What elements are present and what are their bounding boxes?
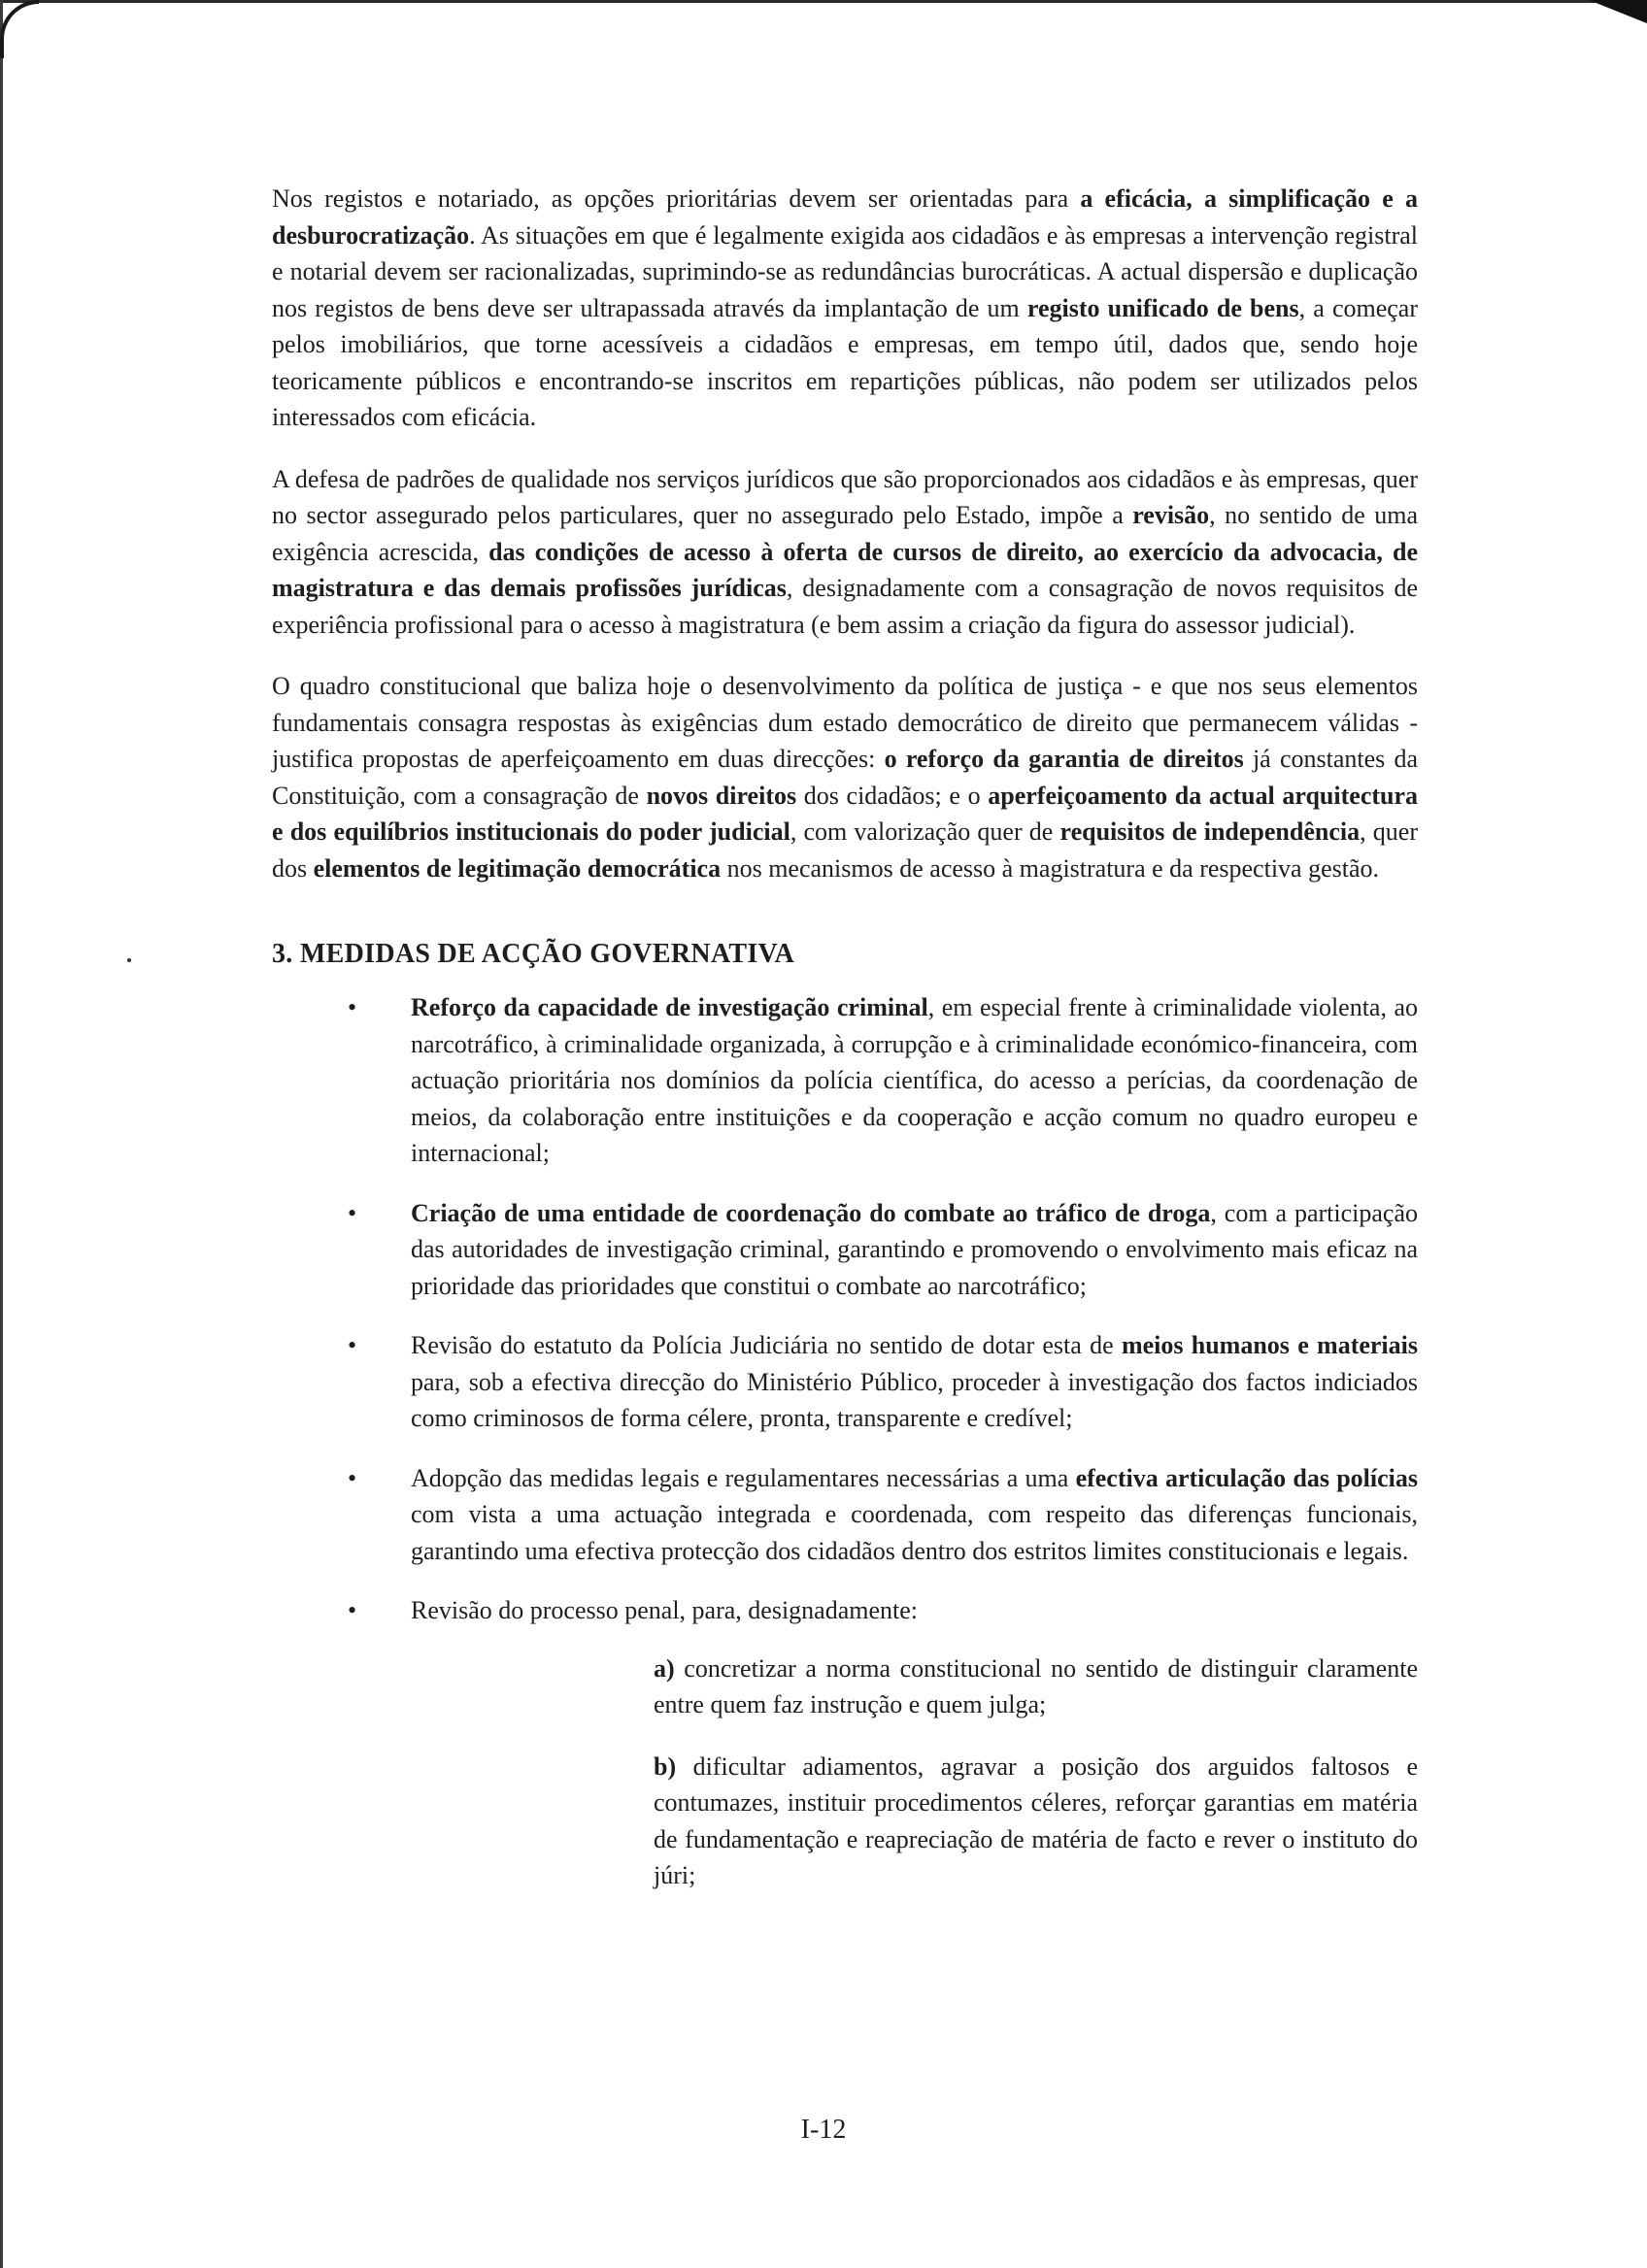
text: Revisão do estatuto da Polícia Judiciária no sentido de dotar esta de	[411, 1331, 1122, 1359]
emphasis: Reforço da capacidade de investigação criminal	[411, 993, 928, 1021]
emphasis: o reforço da garantia de direitos	[884, 745, 1244, 773]
text: já constantes da Constituição, com a consagração de	[272, 745, 1419, 810]
scan-left-edge	[0, 0, 14, 2268]
list-item-policia-judiciaria	[272, 1327, 1418, 1437]
sub-item-marker: b)	[654, 1751, 677, 1781]
emphasis: aperfeiçoamento da actual arquitectura e dos equilíbrios institucionais do poder judicial	[272, 781, 1419, 846]
bullet-icon: •	[348, 993, 357, 1021]
emphasis: novos direitos	[646, 781, 797, 810]
text: , a começar pelos imobiliários, que torne acessíveis a cidadãos e empresas, em tempo útil, dados que, sendo hoje teoricamente públicos e encontrando-se inscritos em repartições públicas, não podem ser utilizados pelos interessados com eficácia.	[272, 293, 1418, 431]
emphasis: Criação de uma entidade de coordenação do combate ao tráfico de droga	[411, 1198, 1211, 1227]
text: Adopção das medidas legais e regulamentares necessárias a uma	[411, 1463, 1076, 1492]
list-item-trafico-droga	[272, 1195, 1418, 1305]
text: , no sentido de uma exigência acrescida,	[272, 501, 1418, 566]
emphasis: das condições de acesso à oferta de cursos de direito, ao exercício da advocacia, de magistratura e das demais profissões jurídicas	[272, 537, 1418, 602]
text: com vista a uma actuação integrada e coordenada, com respeito das diferenças funcionais, garantindo uma efectiva protecção dos cidadãos dentro dos estritos limites constitucionais e legais.	[411, 1500, 1418, 1565]
sub-item-b	[654, 1749, 1418, 1894]
emphasis: revisão	[1132, 501, 1210, 529]
document-page	[272, 181, 1418, 1919]
paragraph-qualidade	[272, 461, 1418, 644]
list-item-processo-penal	[272, 1592, 1418, 1894]
text: concretizar a norma constitucional no sentido de distinguir claramente entre quem faz instrução e quem julga;	[654, 1653, 1418, 1718]
list-item-articulacao-policias	[272, 1460, 1418, 1570]
paragraph-quadro-constitucional	[272, 668, 1418, 886]
emphasis: a eficácia, a simplificação e a desburocratização	[272, 184, 1418, 250]
text: dificultar adiamentos, agravar a posição dos arguidos faltosos e contumazes, instituir procedimentos céleres, reforçar garantias em matéria de fundamentação e reapreciação de matéria de facto e rever o instituto do júri;	[654, 1751, 1418, 1889]
bullet-icon: •	[348, 1463, 357, 1492]
bullet-icon: •	[348, 1596, 357, 1624]
text: , quer dos	[272, 817, 1419, 883]
text: nos mecanismos de acesso à magistratura e da respectiva gestão.	[721, 853, 1380, 883]
sub-items	[411, 1651, 1418, 1894]
bullet-icon: •	[348, 1198, 357, 1227]
scan-speck	[127, 958, 131, 962]
text: A defesa de padrões de qualidade nos serviços jurídicos que são proporcionados aos cidadãos e às empresas, quer no sector assegurado pelos particulares, quer no assegurado pelo Estado, impõe a	[272, 464, 1418, 529]
text: dos cidadãos; e o	[796, 781, 989, 810]
text: , designadamente com a consagração de novos requisitos de experiência profissional para o acesso à magistratura (e bem assim a criação da figura do assessor judicial).	[272, 574, 1418, 639]
emphasis: efectiva articulação das polícias	[1075, 1463, 1418, 1492]
emphasis: registo unificado de bens	[1026, 293, 1299, 322]
text: . As situações em que é legalmente exigida aos cidadãos e às empresas a intervenção registral e notarial devem ser racionalizadas, suprimindo-se as redundâncias burocráticas. A actual dispersão e duplicação nos registos de bens deve ser ultrapassada através da implantação de um	[272, 220, 1418, 322]
text: , com a participação das autoridades de investigação criminal, garantindo e promovendo o envolvimento mais eficaz na prioridade das prioridades que constitui o combate ao narcotráfico;	[411, 1198, 1418, 1300]
text: O quadro constitucional que baliza hoje o desenvolvimento da política de justiça - e que nos seus elementos fundamentais consagra respostas às exigências dum estado democrático de direito que permanecem válidas - justifica propostas de aperfeiçoamento em duas direcções:	[272, 672, 1418, 773]
measures-list	[272, 989, 1418, 1894]
paragraph-registos	[272, 181, 1418, 436]
bullet-icon: •	[348, 1331, 357, 1359]
page-number: I-12	[800, 2115, 847, 2145]
scan-corner-tab	[1589, 0, 1647, 23]
text: , em especial frente à criminalidade violenta, ao narcotráfico, à criminalidade organizada, à corrupção e à criminalidade económico-financeira, com actuação prioritária nos domínios da polícia científica, do acesso a perícias, da coordenação de meios, da colaboração entre instituições e da cooperação e acção comum no quadro europeu e internacional;	[411, 993, 1418, 1167]
list-item-investigacao-criminal	[272, 989, 1418, 1172]
scan-top-edge	[0, 0, 1647, 14]
emphasis: meios humanos e materiais	[1121, 1331, 1418, 1359]
section-heading: 3. MEDIDAS DE ACÇÃO GOVERNATIVA	[272, 939, 794, 969]
sub-item-marker: a)	[654, 1653, 675, 1683]
text: Revisão do processo penal, para, designadamente:	[411, 1596, 918, 1624]
emphasis: elementos de legitimação democrática	[313, 853, 722, 883]
text: , com valorização quer de	[790, 817, 1060, 846]
emphasis: requisitos de independência	[1059, 817, 1361, 846]
sub-item-a	[654, 1651, 1418, 1723]
text: para, sob a efectiva direcção do Ministério Público, proceder à investigação dos factos indiciados como criminosos de forma célere, pronta, transparente e credível;	[411, 1367, 1418, 1432]
text: Nos registos e notariado, as opções prioritárias devem ser orientadas para	[272, 184, 1081, 213]
